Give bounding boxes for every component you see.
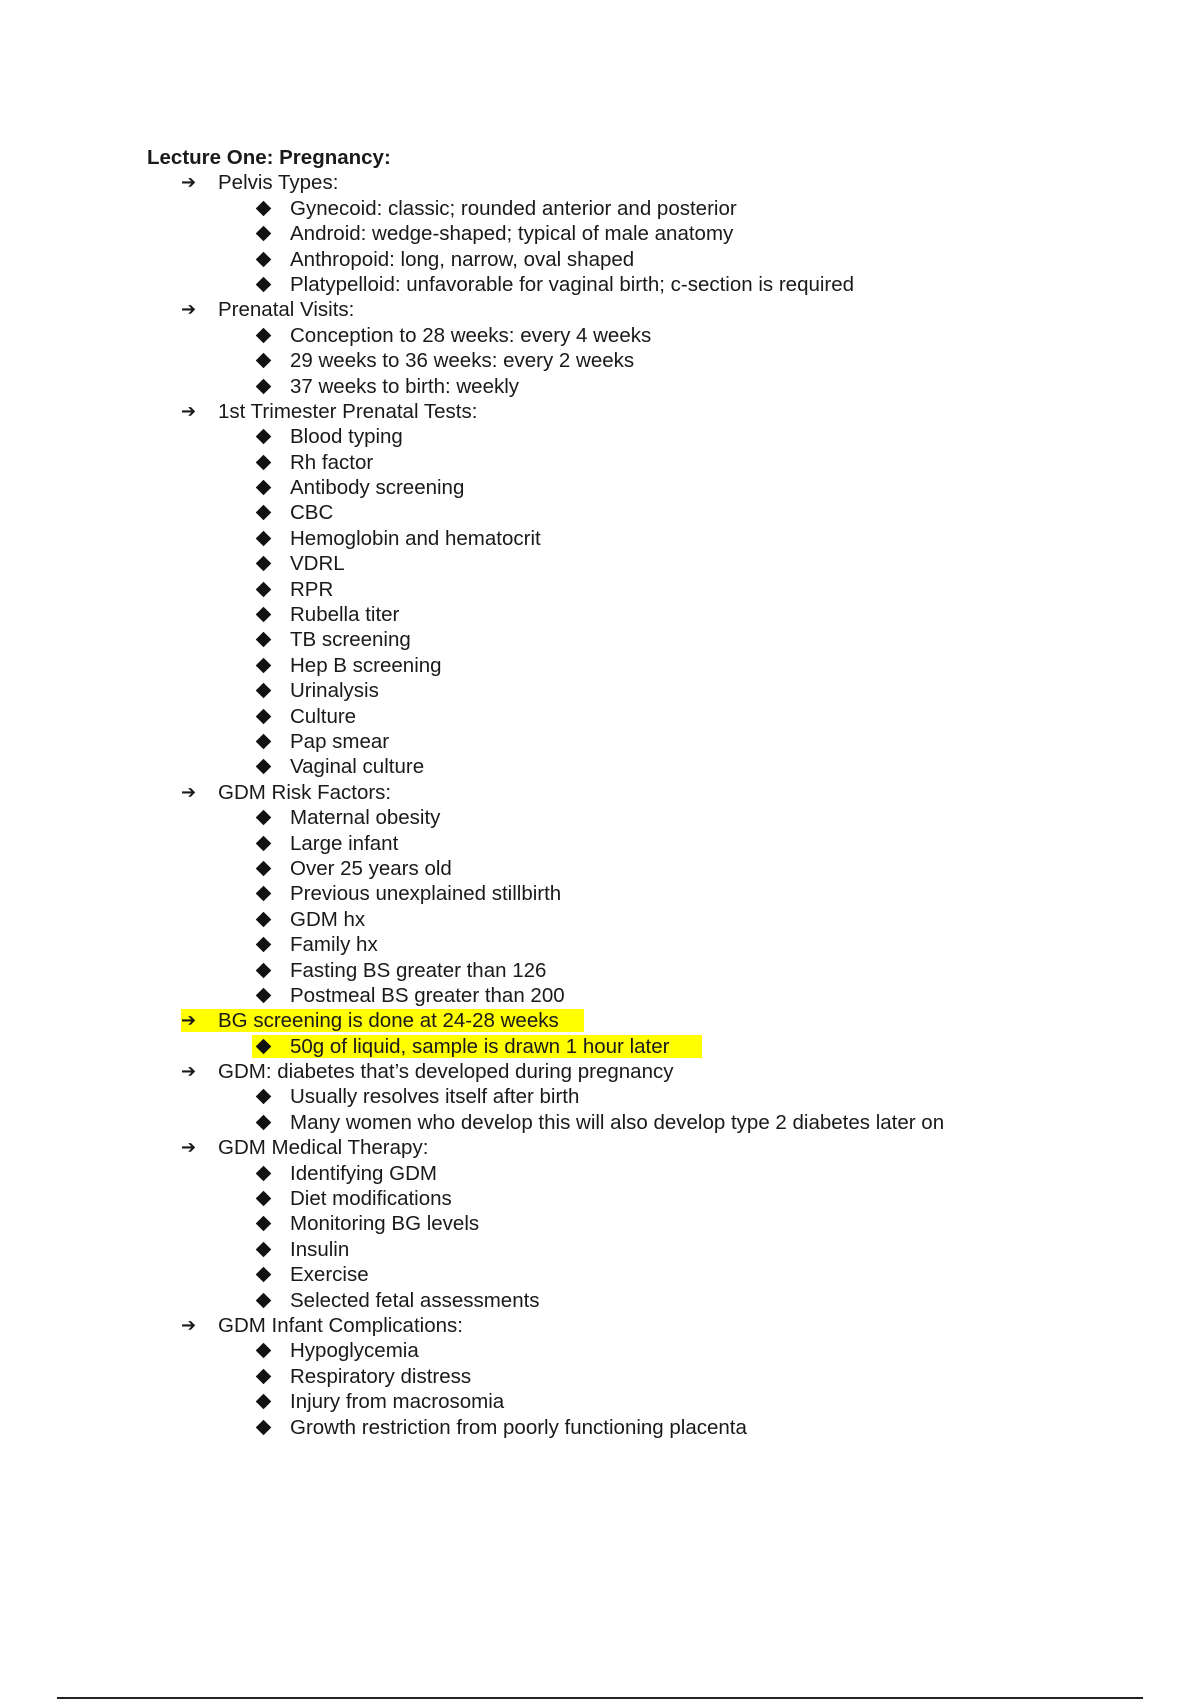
diamond-icon <box>256 480 272 496</box>
right-arrow-icon: ➔ <box>181 299 197 321</box>
right-arrow-icon: ➔ <box>181 1061 197 1083</box>
diamond-icon <box>256 1165 272 1181</box>
list-item-text: 29 weeks to 36 weeks: every 2 weeks <box>290 349 635 373</box>
list-item <box>147 602 1147 627</box>
list-item-text: CBC <box>290 501 334 525</box>
list-item-text: Urinalysis <box>290 679 379 703</box>
list-item <box>147 1034 1147 1059</box>
list-item-text: Platypelloid: unfavorable for vaginal birth; c-section is required <box>290 272 855 296</box>
list-item-text: Gynecoid: classic; rounded anterior and posterior <box>290 196 737 220</box>
list-item <box>147 704 1147 729</box>
list-item-text: Hemoglobin and hematocrit <box>290 526 541 550</box>
diamond-icon <box>256 1394 272 1410</box>
section-heading <box>147 399 1147 424</box>
section-heading-text: GDM: diabetes that’s developed during pregnancy <box>218 1060 674 1084</box>
outline-section <box>147 170 1147 297</box>
list-item <box>147 1237 1147 1262</box>
section-heading-text: BG screening is done at 24-28 weeks <box>218 1009 559 1033</box>
list-item <box>147 983 1147 1008</box>
diamond-icon <box>256 1419 272 1435</box>
list-item <box>147 627 1147 652</box>
diamond-icon <box>256 1191 272 1207</box>
list-item <box>147 1161 1147 1186</box>
list-item-text: Maternal obesity <box>290 806 441 830</box>
diamond-icon <box>256 1368 272 1384</box>
list-item <box>147 1415 1147 1440</box>
list-item <box>147 678 1147 703</box>
list-item-text: Pap smear <box>290 729 390 753</box>
right-arrow-icon: ➔ <box>181 1314 197 1336</box>
list-item <box>147 272 1147 297</box>
list-item-text: RPR <box>290 577 334 601</box>
section-heading <box>147 1008 1147 1033</box>
outline-section <box>147 297 1147 399</box>
diamond-icon <box>256 581 272 597</box>
list-item <box>147 1211 1147 1236</box>
list-item-text: Hep B screening <box>290 653 442 677</box>
diamond-icon <box>256 759 272 775</box>
list-item <box>147 374 1147 399</box>
outline-section <box>147 1008 1147 1059</box>
list-item-text: GDM hx <box>290 907 366 931</box>
outline <box>147 170 1147 1440</box>
diamond-icon <box>256 886 272 902</box>
section-heading-text: GDM Risk Factors: <box>218 780 392 804</box>
list-item <box>147 881 1147 906</box>
diamond-icon <box>256 505 272 521</box>
diamond-icon <box>256 937 272 953</box>
list-item <box>147 653 1147 678</box>
list-item <box>147 323 1147 348</box>
list-item <box>147 729 1147 754</box>
list-item <box>147 450 1147 475</box>
list-item <box>147 907 1147 932</box>
list-item <box>147 958 1147 983</box>
list-item-text: 37 weeks to birth: weekly <box>290 374 520 398</box>
section-heading <box>147 1135 1147 1160</box>
diamond-icon <box>256 251 272 267</box>
list-item <box>147 475 1147 500</box>
diamond-icon <box>256 734 272 750</box>
section-heading <box>147 297 1147 322</box>
diamond-icon <box>256 1089 272 1105</box>
diamond-icon <box>256 658 272 674</box>
diamond-icon <box>256 911 272 927</box>
list-item-text: Postmeal BS greater than 200 <box>290 983 565 1007</box>
diamond-icon <box>256 810 272 826</box>
list-item-text: Large infant <box>290 831 399 855</box>
diamond-icon <box>256 1242 272 1258</box>
diamond-icon <box>256 1267 272 1283</box>
list-item-text: Culture <box>290 704 357 728</box>
diamond-icon <box>256 226 272 242</box>
list-item-text: Family hx <box>290 933 378 957</box>
diamond-icon <box>256 988 272 1004</box>
page-title: Lecture One: Pregnancy: <box>147 146 391 169</box>
list-item-text: Injury from macrosomia <box>290 1390 505 1414</box>
list-item-text: Conception to 28 weeks: every 4 weeks <box>290 323 652 347</box>
right-arrow-icon: ➔ <box>181 781 197 803</box>
diamond-icon <box>256 531 272 547</box>
section-heading-text: GDM Infant Complications: <box>218 1313 463 1337</box>
diamond-icon <box>256 201 272 217</box>
list-item <box>147 932 1147 957</box>
list-item-text: Diet modifications <box>290 1187 452 1211</box>
list-item <box>147 526 1147 551</box>
section-heading-text: 1st Trimester Prenatal Tests: <box>218 399 478 423</box>
outline-section <box>147 1313 1147 1440</box>
section-heading <box>147 1313 1147 1338</box>
list-item-text: Rubella titer <box>290 603 400 627</box>
section-heading-text: Prenatal Visits: <box>218 298 355 322</box>
list-item <box>147 1389 1147 1414</box>
outline-section <box>147 1135 1147 1313</box>
diamond-icon <box>256 1343 272 1359</box>
notes-content <box>147 145 1147 1440</box>
list-item <box>147 831 1147 856</box>
list-item <box>147 1186 1147 1211</box>
list-item <box>147 424 1147 449</box>
list-item <box>147 577 1147 602</box>
list-item <box>147 221 1147 246</box>
list-item-text: Hypoglycemia <box>290 1339 419 1363</box>
diamond-icon <box>256 556 272 572</box>
list-item <box>147 196 1147 221</box>
list-item <box>147 348 1147 373</box>
list-item <box>147 754 1147 779</box>
list-item <box>147 551 1147 576</box>
list-item-text: Many women who develop this will also develop type 2 diabetes later on <box>290 1110 945 1134</box>
section-heading <box>147 1059 1147 1084</box>
list-item-text: Respiratory distress <box>290 1364 472 1388</box>
list-item <box>147 247 1147 272</box>
outline-section <box>147 399 1147 780</box>
list-item-text: Blood typing <box>290 425 403 449</box>
section-heading-text: GDM Medical Therapy: <box>218 1136 429 1160</box>
list-item <box>147 1262 1147 1287</box>
section-heading <box>147 170 1147 195</box>
right-arrow-icon: ➔ <box>181 172 197 194</box>
list-item-text: TB screening <box>290 628 411 652</box>
footer-divider <box>57 1697 1143 1699</box>
diamond-icon <box>256 327 272 343</box>
diamond-icon <box>256 353 272 369</box>
section-heading-text: Pelvis Types: <box>218 171 339 195</box>
diamond-icon <box>256 277 272 293</box>
diamond-icon <box>256 607 272 623</box>
right-arrow-icon: ➔ <box>181 1137 197 1159</box>
list-item-text: Antibody screening <box>290 476 465 500</box>
list-item-text: Android: wedge-shaped; typical of male anatomy <box>290 222 734 246</box>
list-item-text: Fasting BS greater than 126 <box>290 958 547 982</box>
list-item-text: Identifying GDM <box>290 1161 437 1185</box>
list-item-text: 50g of liquid, sample is drawn 1 hour later <box>290 1034 670 1058</box>
diamond-icon <box>256 861 272 877</box>
list-item-text: Insulin <box>290 1237 350 1261</box>
list-item-text: Selected fetal assessments <box>290 1288 540 1312</box>
diamond-icon <box>256 1216 272 1232</box>
list-item <box>147 1288 1147 1313</box>
diamond-icon <box>256 454 272 470</box>
right-arrow-icon: ➔ <box>181 400 197 422</box>
diamond-icon <box>256 683 272 699</box>
list-item-text: Usually resolves itself after birth <box>290 1085 580 1109</box>
list-item-text: Exercise <box>290 1263 369 1287</box>
section-heading <box>147 780 1147 805</box>
diamond-icon <box>256 708 272 724</box>
diamond-icon <box>256 378 272 394</box>
right-arrow-icon: ➔ <box>181 1010 197 1032</box>
diamond-icon <box>256 962 272 978</box>
list-item <box>147 1084 1147 1109</box>
list-item <box>147 1338 1147 1363</box>
list-item-text: Vaginal culture <box>290 755 425 779</box>
list-item-text: Growth restriction from poorly functioning placenta <box>290 1415 747 1439</box>
list-item <box>147 805 1147 830</box>
list-item <box>147 500 1147 525</box>
diamond-icon <box>256 429 272 445</box>
outline-section <box>147 1059 1147 1135</box>
list-item <box>147 1364 1147 1389</box>
outline-section <box>147 780 1147 1009</box>
list-item-text: Previous unexplained stillbirth <box>290 882 562 906</box>
diamond-icon <box>256 632 272 648</box>
list-item <box>147 1110 1147 1135</box>
list-item-text: Rh factor <box>290 450 374 474</box>
list-item-text: Monitoring BG levels <box>290 1212 480 1236</box>
list-item <box>147 856 1147 881</box>
list-item-text: Over 25 years old <box>290 856 452 880</box>
diamond-icon <box>256 1292 272 1308</box>
list-item-text: Anthropoid: long, narrow, oval shaped <box>290 247 635 271</box>
diamond-icon <box>256 1115 272 1131</box>
list-item-text: VDRL <box>290 552 345 576</box>
diamond-icon <box>256 835 272 851</box>
